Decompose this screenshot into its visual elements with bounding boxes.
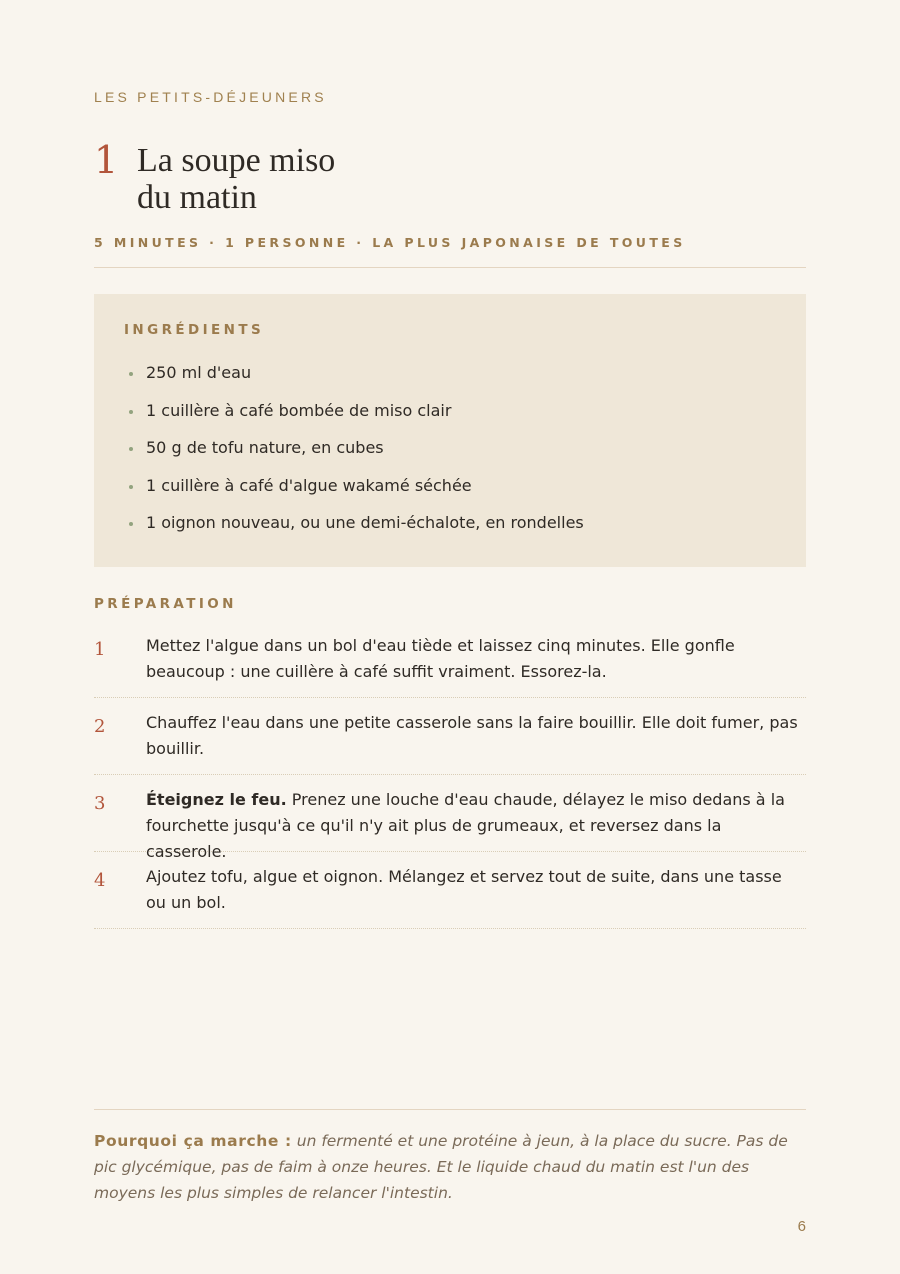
step-text xyxy=(146,710,801,762)
step-number: 2 xyxy=(94,716,106,737)
why-it-works-note xyxy=(94,1128,806,1206)
bullet-icon xyxy=(129,372,133,376)
recipe-title xyxy=(137,138,437,216)
ingredient-text: 1 oignon nouveau, ou une demi-échalote, en rondelles xyxy=(146,513,584,532)
step-text xyxy=(146,633,801,685)
ingredients-heading: INGRÉDIENTS xyxy=(124,322,265,338)
step-number: 3 xyxy=(94,793,106,814)
bullet-icon xyxy=(129,410,133,414)
recipe-title-line-2: du matin xyxy=(137,179,257,216)
divider-bottom xyxy=(94,1109,806,1110)
recipe-number: 1 xyxy=(94,138,119,182)
ingredient-item xyxy=(124,398,584,436)
step-number: 4 xyxy=(94,870,106,891)
recipe-title-line-1: La soupe miso xyxy=(137,142,336,179)
ingredient-text: 1 cuillère à café d'algue wakamé séchée xyxy=(146,475,472,495)
recipe-meta: 5 MINUTES · 1 PERSONNE · LA PLUS JAPONAISE DE TOUTES xyxy=(94,235,686,250)
step-item xyxy=(94,864,806,929)
page-number: 6 xyxy=(797,1218,806,1235)
step-item xyxy=(94,710,806,775)
ingredient-text: 50 g de tofu nature, en cubes xyxy=(146,438,384,457)
ingredient-item xyxy=(124,435,584,473)
step-text-body: Chauffez l'eau dans une petite casserole sans la faire bouillir. Elle doit fumer, pas bouillir. xyxy=(146,713,798,758)
note-label: Pourquoi ça marche : xyxy=(94,1132,292,1150)
step-text-body: Ajoutez tofu, algue et oignon. Mélangez et servez tout de suite, dans une tasse ou un bol. xyxy=(146,867,782,912)
ingredient-item xyxy=(124,473,584,511)
step-item xyxy=(94,787,806,861)
recipe-title-row xyxy=(94,138,437,216)
note-text: un fermenté et une protéine à jeun, à la place du sucre. Pas de pic glycémique, pas de faim à onze heures. Et le liquide chaud du matin est l'un des moyens les plus simples de relancer l'intestin. xyxy=(94,1132,788,1202)
ingredient-text: 1 cuillère à café bombée de miso clair xyxy=(146,400,452,420)
divider-top xyxy=(94,267,806,268)
step-text-bold: Éteignez le feu. xyxy=(146,790,287,809)
ingredient-text: 250 ml d'eau xyxy=(146,363,252,382)
step-text-body: Mettez l'algue dans un bol d'eau tiède et laissez cinq minutes. Elle gonfle beaucoup : une cuillère à café suffit vraiment. Essorez-la. xyxy=(146,636,735,681)
bullet-icon xyxy=(129,447,133,451)
step-number: 1 xyxy=(94,639,106,660)
ingredients-list xyxy=(124,360,584,548)
step-item xyxy=(94,633,806,698)
ingredient-item xyxy=(124,510,584,548)
section-label: LES PETITS-DÉJEUNERS xyxy=(94,89,327,105)
step-text-body: Prenez une louche d'eau chaude, délayez le miso dedans à la fourchette jusqu'à ce qu'il n'y ait plus de grumeaux, et reversez dans la casserole. xyxy=(146,790,785,861)
recipe-page xyxy=(94,0,806,1274)
step-text xyxy=(146,787,801,865)
bullet-icon xyxy=(129,522,133,526)
preparation-heading: PRÉPARATION xyxy=(94,596,237,612)
preparation-steps xyxy=(94,633,806,941)
bullet-icon xyxy=(129,485,133,489)
step-text xyxy=(146,864,801,916)
ingredient-item xyxy=(124,360,584,398)
